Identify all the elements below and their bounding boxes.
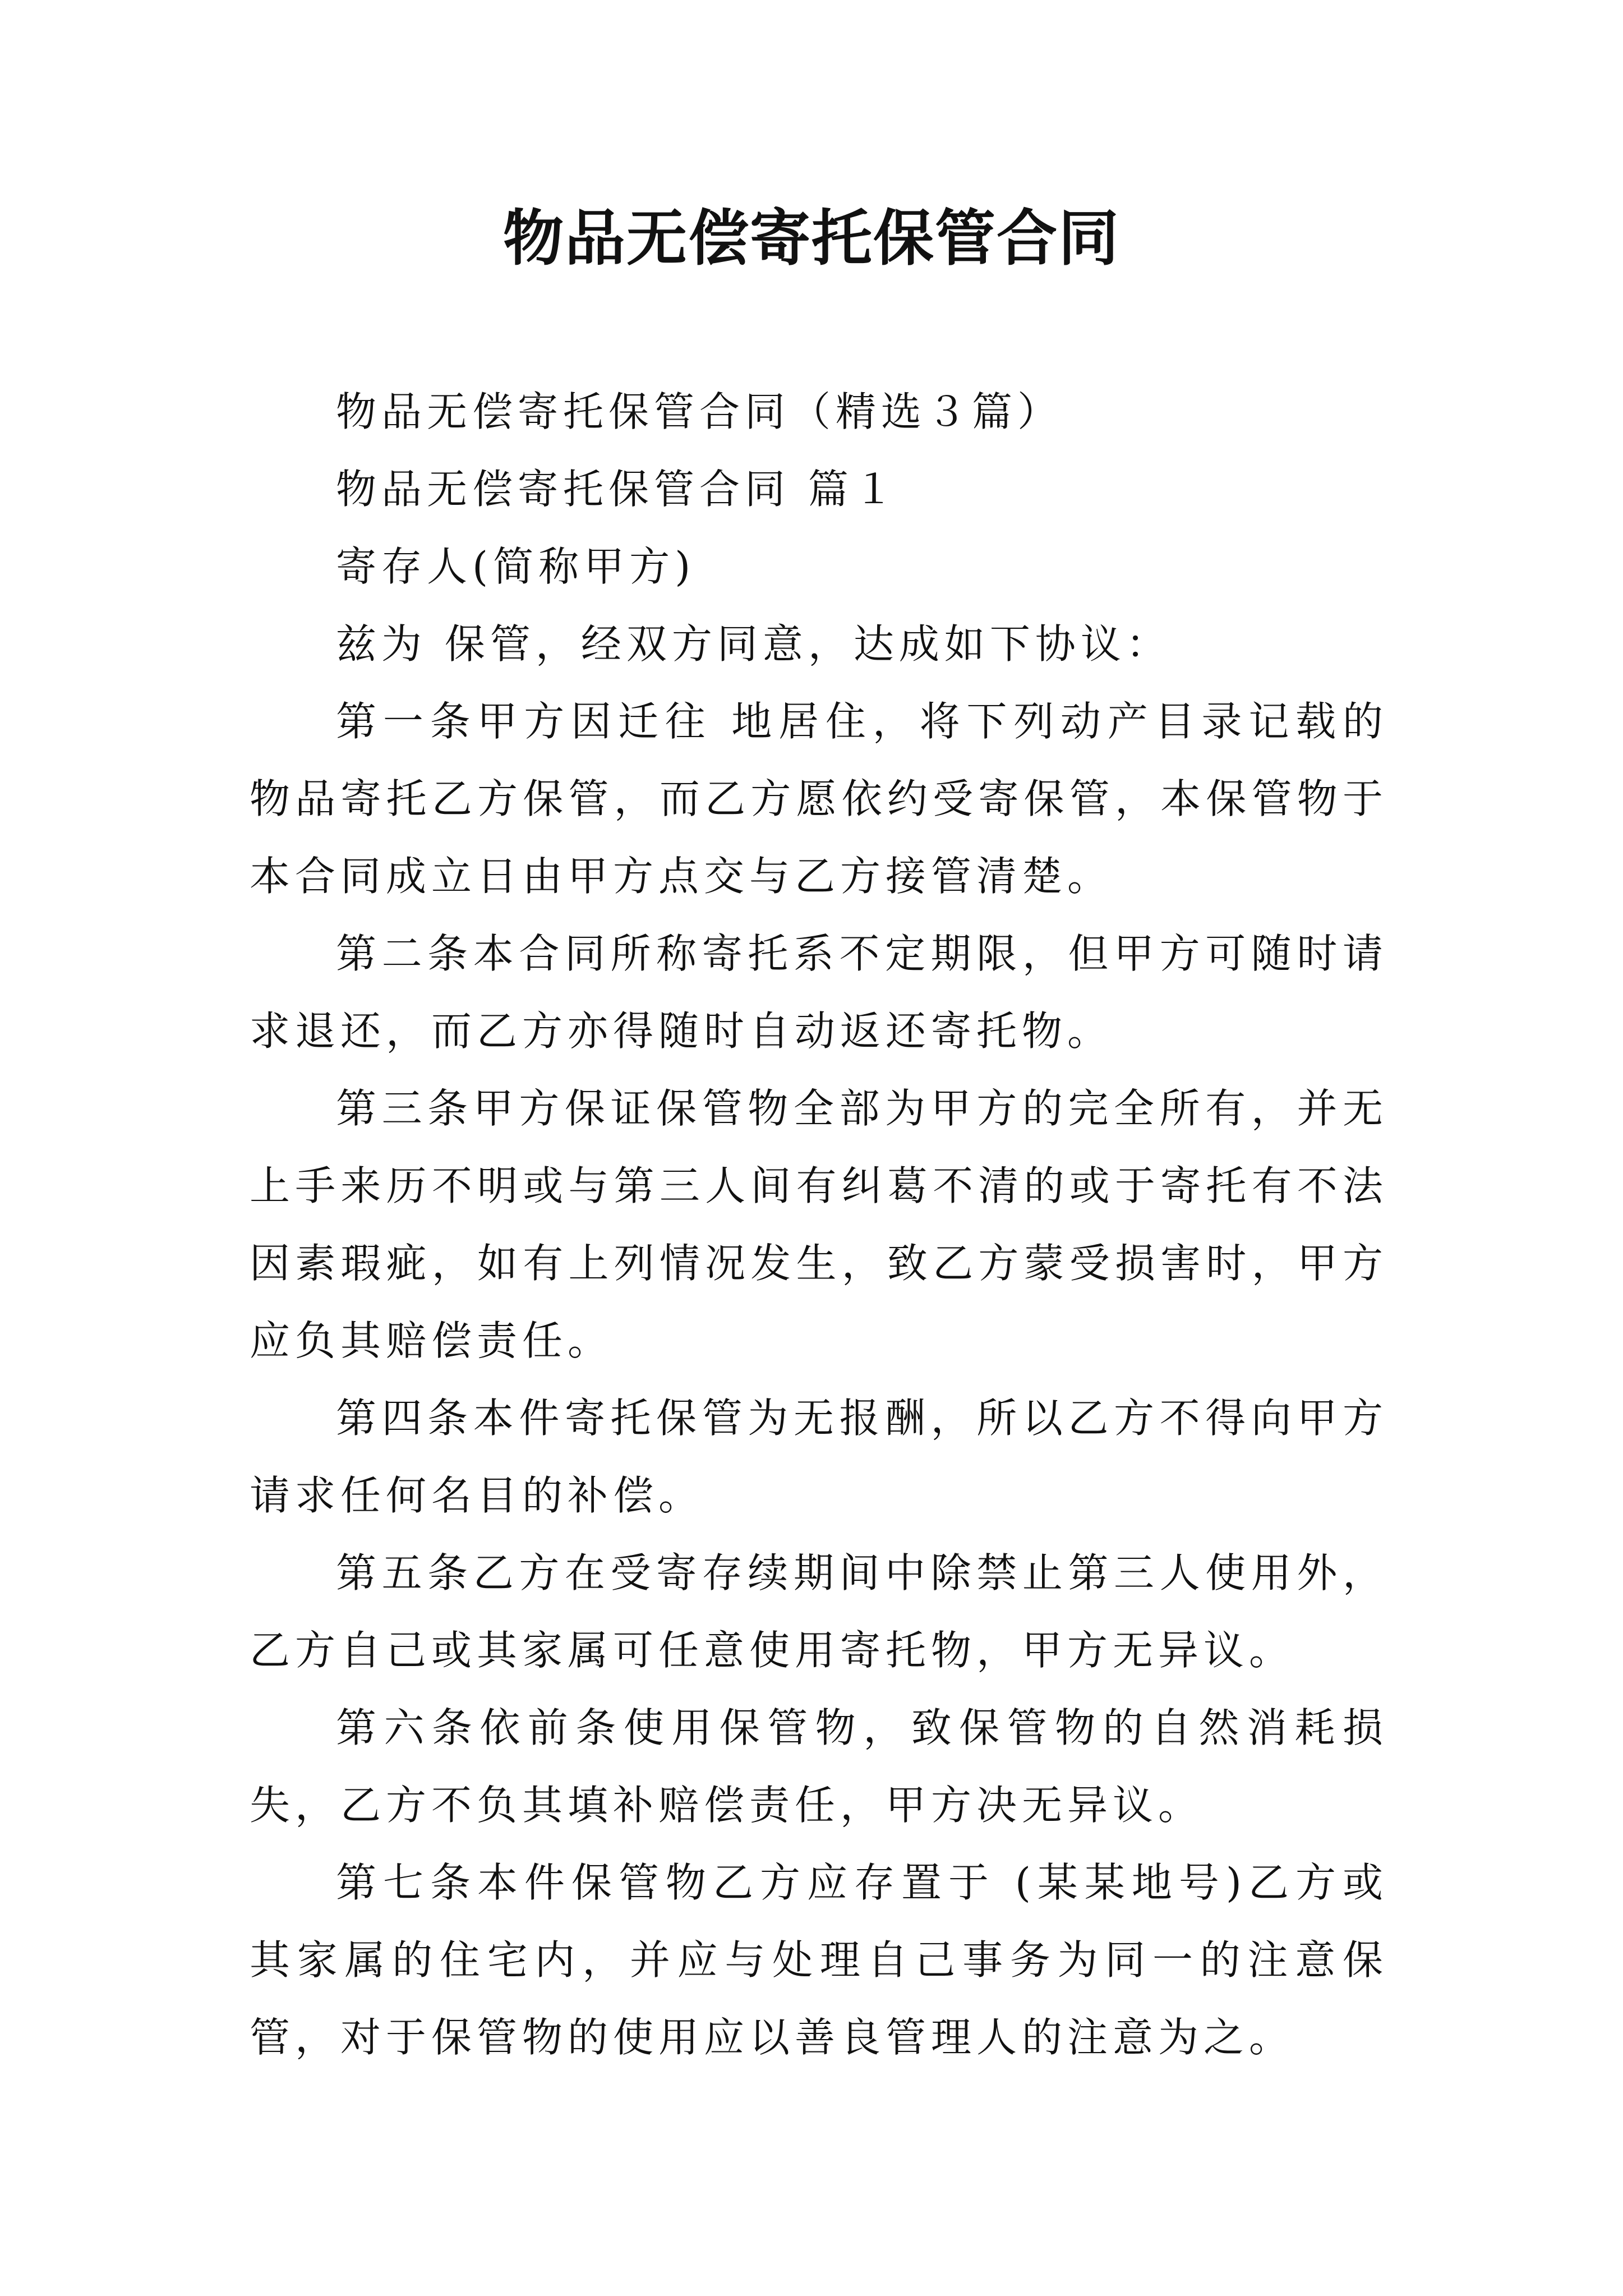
- paragraph-subtitle: 物品无偿寄托保管合同（精选３篇）: [336, 388, 1063, 435]
- paragraph-article-5: 第五条乙方在受寄存续期间中除禁止第三人使用外，乙方自己或其家属可任意使用寄托物，甲方无异议。: [250, 1549, 1388, 1674]
- paragraph-article-3: 第三条甲方保证保管物全部为甲方的完全所有，并无上手来历不明或与第三人间有纠葛不清的或于寄托有不法因素瑕疵，如有上列情况发生，致乙方蒙受损害时，甲方应负其赔偿责任。: [250, 1085, 1388, 1364]
- paragraph-article-7: 第七条本件保管物乙方应存置于 (某某地号)乙方或其家属的住宅内，并应与处理自己事务为同一的注意保管，对于保管物的使用应以善良管理人的注意为之。: [250, 1859, 1388, 2061]
- paragraph-party: 寄存人(简称甲方): [336, 543, 696, 590]
- paragraph-article-4: 第四条本件寄托保管为无报酬，所以乙方不得向甲方请求任何名目的补偿。: [250, 1395, 1388, 1519]
- paragraph-section-heading: 物品无偿寄托保管合同 篇１: [336, 466, 899, 513]
- paragraph-preamble: 兹为 保管，经双方同意，达成如下协议：: [336, 620, 1172, 668]
- document-body: [250, 373, 1388, 2076]
- paragraph-article-2: 第二条本合同所称寄托系不定期限，但甲方可随时请求退还，而乙方亦得随时自动返还寄托物。: [250, 930, 1388, 1055]
- paragraph-article-1: 第一条甲方因迁往 地居住，将下列动产目录记载的物品寄托乙方保管，而乙方愿依约受寄保管，本保管物于本合同成立日由甲方点交与乙方接管清楚。: [250, 698, 1388, 900]
- paragraph-article-6: 第六条依前条使用保管物，致保管物的自然消耗损失，乙方不负其填补赔偿责任，甲方决无异议。: [250, 1704, 1388, 1829]
- document-title: 物品无偿寄托保管合同: [502, 203, 1120, 274]
